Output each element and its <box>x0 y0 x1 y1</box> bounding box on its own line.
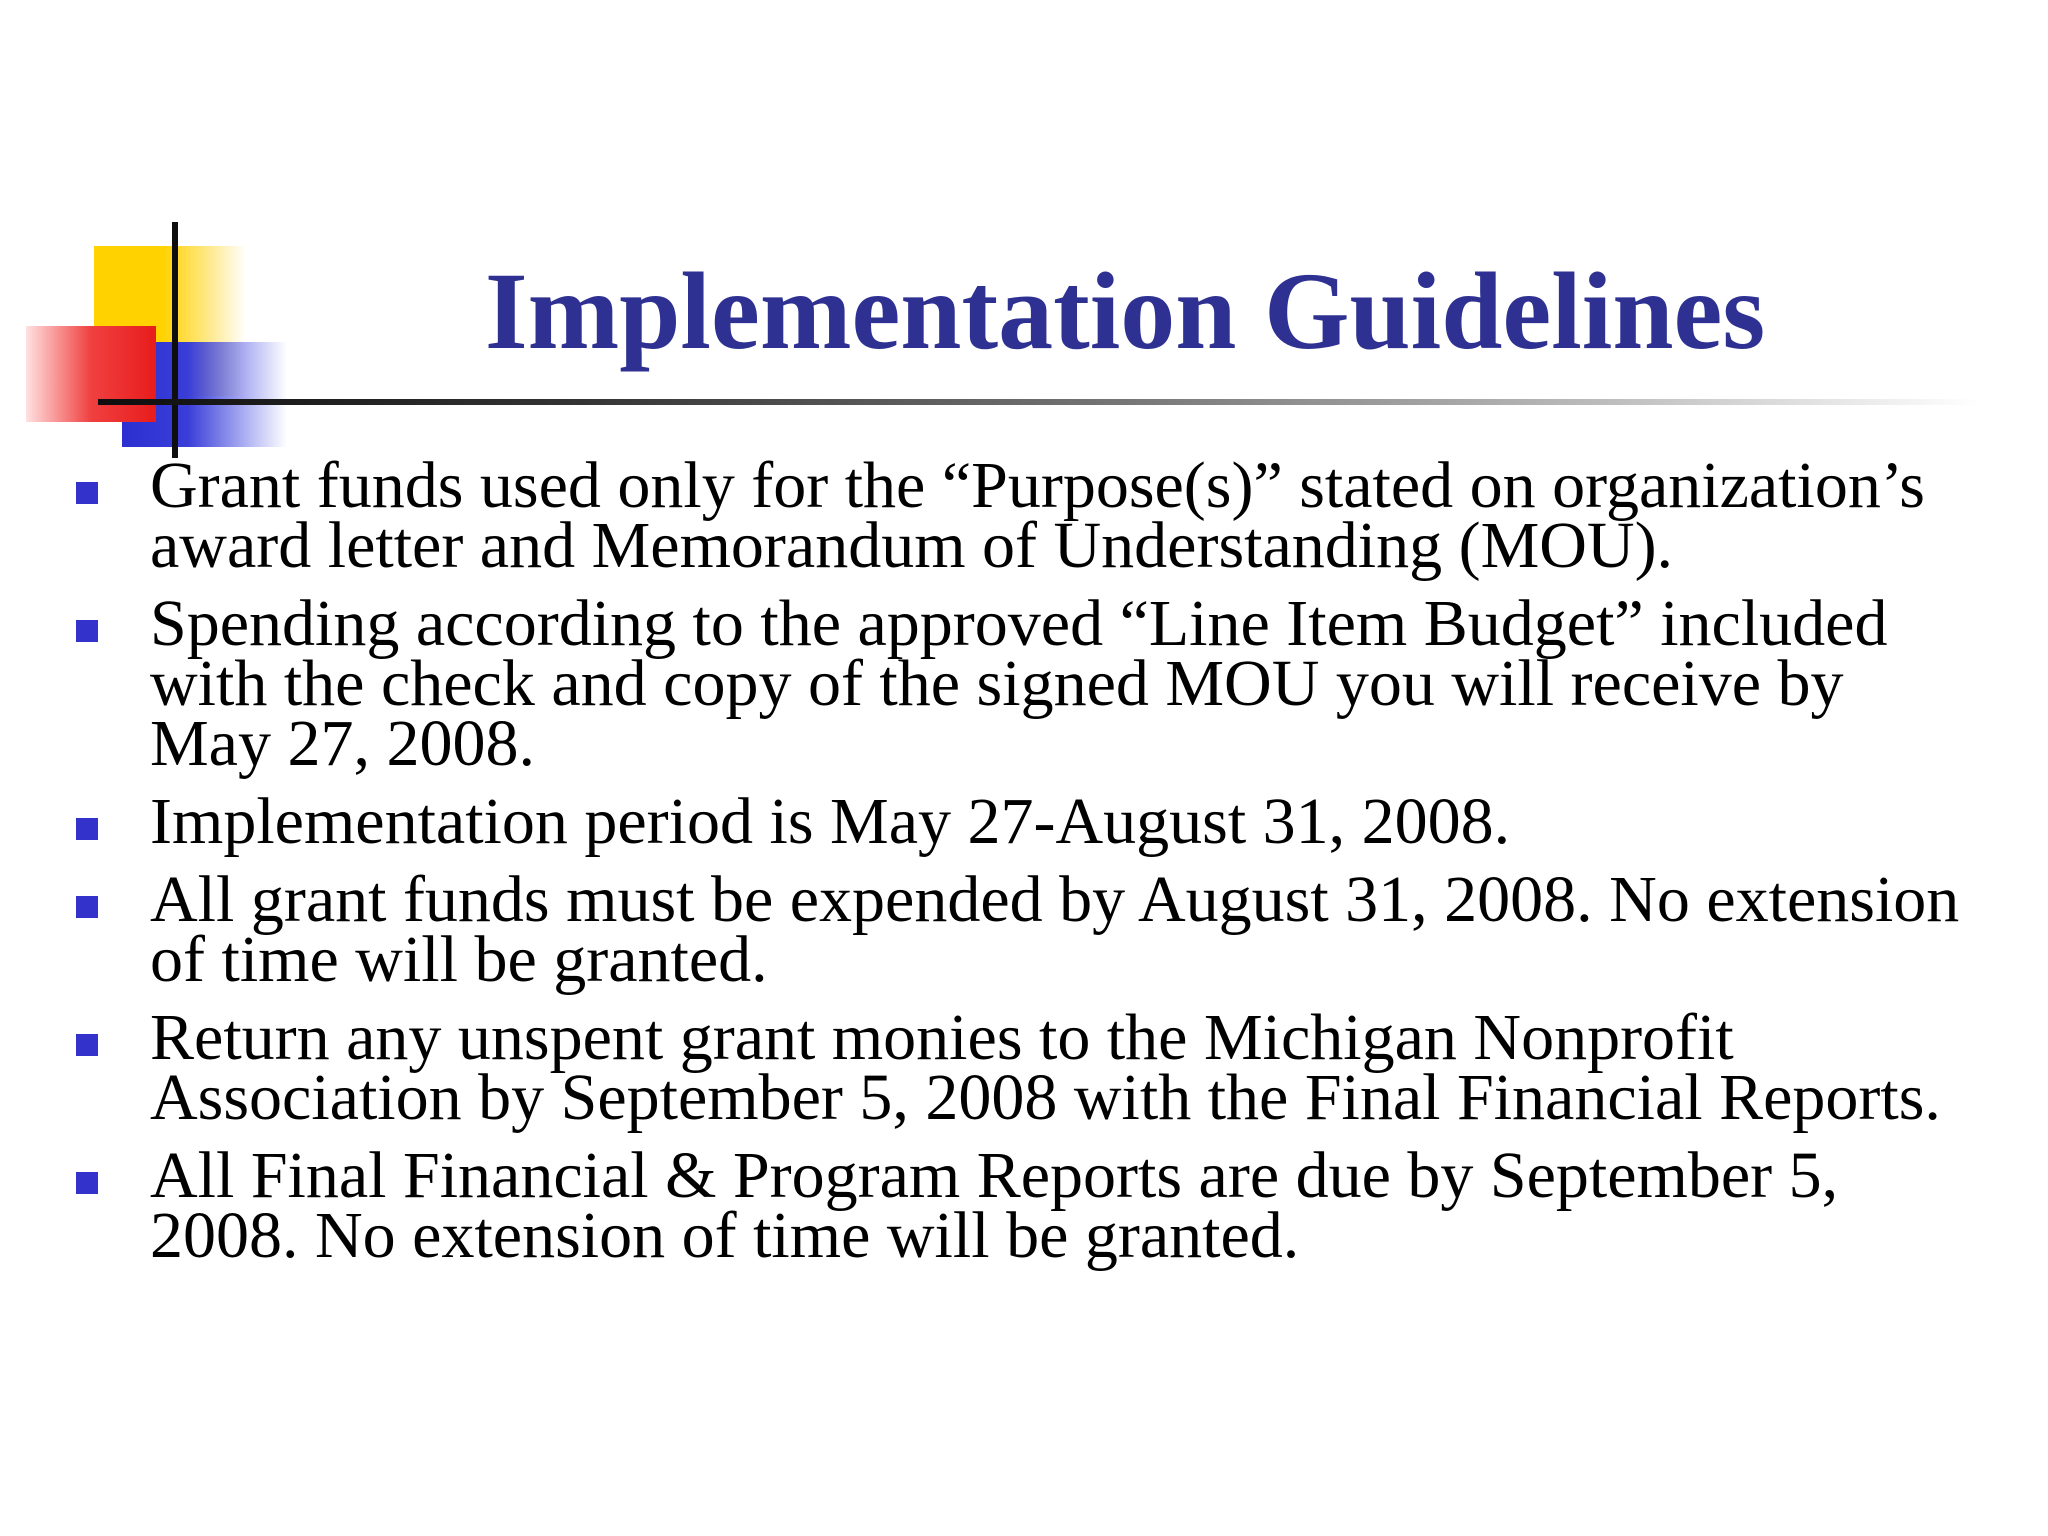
slide-title: Implementation Guidelines <box>484 250 1766 372</box>
decorative-red-square <box>26 326 156 422</box>
bullet-text: Implementation period is May 27-August 31, 2008. <box>150 785 1511 858</box>
square-bullet-icon <box>76 1172 98 1194</box>
bullet-item <box>0 587 2048 780</box>
square-bullet-icon <box>76 896 98 918</box>
bullet-text: Return any unspent grant monies to the Michigan Nonprofit Association by September 5, 2008 with the Final Financial Reports. <box>150 1001 1941 1134</box>
square-bullet-icon <box>76 482 98 504</box>
bullet-item <box>0 785 2048 858</box>
bullet-item <box>0 449 2048 582</box>
bullet-item <box>0 1001 2048 1134</box>
bullet-list <box>0 449 2048 1284</box>
bullet-text: All grant funds must be expended by August 31, 2008. No extension of time will be granted. <box>150 863 1960 996</box>
bullet-text: Grant funds used only for the “Purpose(s)” stated on organization’s award letter and Memorandum of Understanding (MOU). <box>150 449 1925 582</box>
bullet-text: All Final Financial & Program Reports are due by September 5, 2008. No extension of time will be granted. <box>150 1139 1839 1272</box>
bullet-text: Spending according to the approved “Line Item Budget” included with the check and copy of the signed MOU you will receive by May 27, 2008. <box>150 587 1888 780</box>
square-bullet-icon <box>76 818 98 840</box>
bullet-item <box>0 1139 2048 1272</box>
square-bullet-icon <box>76 620 98 642</box>
bullet-item <box>0 863 2048 996</box>
decorative-vertical-line <box>172 222 178 458</box>
square-bullet-icon <box>76 1034 98 1056</box>
title-underline <box>98 399 1978 405</box>
